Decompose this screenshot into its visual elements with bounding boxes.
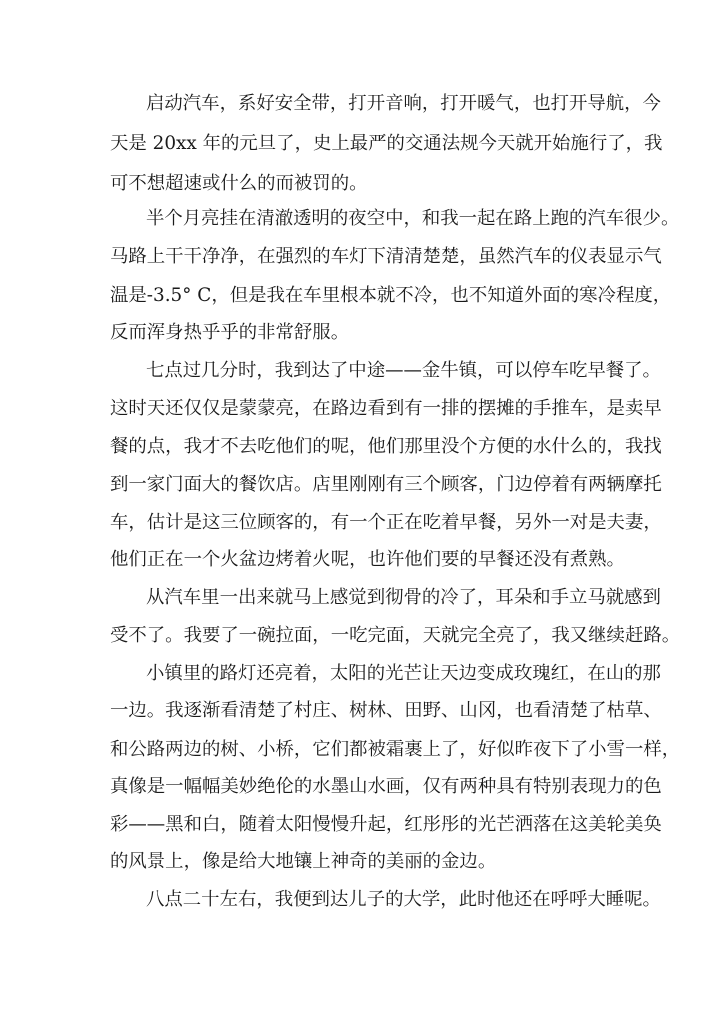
text-line: 到一家门面大的餐饮店。店里刚刚有三个顾客，门边停着有两辆摩托 <box>110 474 662 495</box>
text-line: 他们正在一个火盆边烤着火呢，也许他们要的早餐还没有煮熟。 <box>110 549 625 570</box>
text-line: 这时天还仅仅是蒙蒙亮，在路边看到有一排的摆摊的手推车，是卖早 <box>110 398 662 419</box>
text-line: 反而浑身热乎乎的非常舒服。 <box>110 322 350 343</box>
text-line: 小镇里的路灯还亮着，太阳的光芒让天边变成玫瑰红，在山的那 <box>146 663 661 684</box>
text-line: 和公路两边的树、小桥，它们都被霜裹上了，好似昨夜下了小雪一样， <box>110 739 681 760</box>
text-line: 八点二十左右，我便到达儿子的大学，此时他还在呼呼大睡呢。 <box>146 889 661 910</box>
text-line: 马路上干干净净，在强烈的车灯下清清楚楚，虽然汽车的仪表显示气 <box>110 246 662 267</box>
text-line: 车，估计是这三位顾客的，有一个正在吃着早餐，另外一对是夫妻， <box>110 512 662 533</box>
text-line: 餐的点，我才不去吃他们的呢，他们那里没个方便的水什么的，我找 <box>110 436 662 457</box>
text-line: 的风景上，像是给大地镶上神奇的美丽的金边。 <box>110 851 497 872</box>
text-line: 受不了。我要了一碗拉面，一吃完面，天就完全亮了，我又继续赶路。 <box>110 625 681 646</box>
text-line: 彩——黑和白，随着太阳慢慢升起，红彤彤的光芒洒落在这美轮美奂 <box>110 814 662 835</box>
text-line: 半个月亮挂在清澈透明的夜空中，和我一起在路上跑的汽车很少。 <box>146 208 680 229</box>
text-line: 启动汽车，系好安全带，打开音响，打开暖气，也打开导航，今 <box>146 93 661 114</box>
text-line: 从汽车里一出来就马上感觉到彻骨的冷了，耳朵和手立马就感到 <box>146 587 661 608</box>
text-line: 七点过几分时，我到达了中途——金牛镇，可以停车吃早餐了。 <box>146 360 661 381</box>
text-line: 天是 20xx 年的元旦了，史上最严的交通法规今天就开始施行了，我 <box>110 133 663 154</box>
text-line: 可不想超速或什么的而被罚的。 <box>110 173 368 194</box>
text-line: 真像是一幅幅美妙绝伦的水墨山水画，仅有两种具有特别表现力的色 <box>110 776 662 797</box>
text-line: 一边。我逐渐看清楚了村庄、树林、田野、山冈，也看清楚了枯草、 <box>110 700 662 721</box>
text-line: 温是-3.5° C，但是我在车里根本就不冷，也不知道外面的寒冷程度， <box>110 285 672 306</box>
